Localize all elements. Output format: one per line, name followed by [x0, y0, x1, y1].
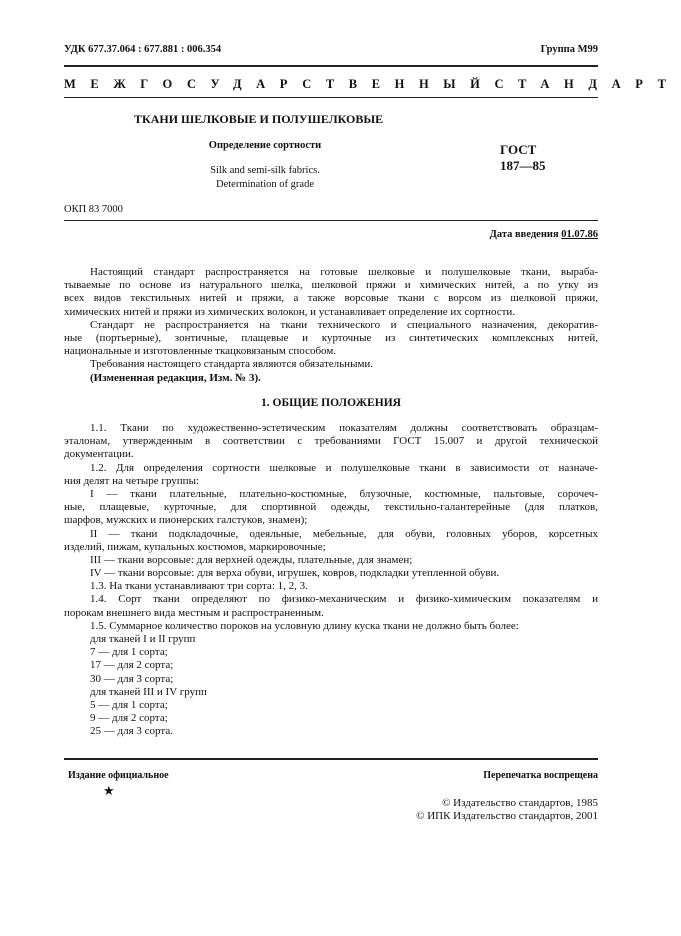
english-title: [180, 164, 350, 192]
intro-line: ные (портьерные), зонтичные, плащевые и курточные из синтетических комплексных нитей,: [64, 331, 598, 344]
okp-code: ОКП 83 7000: [64, 204, 123, 215]
official-edition: Издание официальное: [68, 770, 169, 781]
copyright-2001: © ИПК Издательство стандартов, 2001: [416, 810, 598, 822]
header-rule: [64, 65, 598, 67]
intro-block: [64, 266, 598, 385]
section-line: документации.: [64, 448, 134, 461]
section-line: 9 — для 2 сорта;: [90, 712, 168, 725]
section-1-block: [64, 422, 598, 739]
gost-number: [500, 142, 546, 174]
introduction-date: [490, 229, 598, 240]
section-line: 5 — для 1 сорта;: [90, 698, 168, 711]
section-line: IV — ткани ворсовые: для верха обуви, игрушек, ковров, подкладки утепленной обуви.: [90, 567, 500, 580]
reprint-prohibited: Перепечатка воспрещена: [483, 770, 598, 781]
section-line: I — ткани плательные, плательно-костюмные, блузочные, костюмные, пальтовые, сорочеч-: [90, 487, 598, 500]
intro-line: Настоящий стандарт распространяется на готовые шелковые и полушелковые ткани, выраба-: [90, 266, 598, 278]
section-line: 1.2. Для определения сортности шелковые и полушелковые ткани в зависимости от назначе-: [90, 461, 598, 474]
section-line: 30 — для 3 сорта;: [90, 672, 174, 685]
document-title: ТКАНИ ШЕЛКОВЫЕ И ПОЛУШЕЛКОВЫЕ: [134, 112, 384, 126]
section-line: 7 — для 1 сорта;: [90, 646, 168, 659]
okp-rule: [64, 220, 598, 221]
section-line: II — ткани подкладочные, одеяльные, мебельные, для обуви, головных уборов, корсетных: [90, 527, 598, 540]
section-line: 1.1. Ткани по художественно-эстетическим показателям должны соответствовать образцам-: [90, 422, 598, 434]
section-line: ния делят на четыре группы:: [64, 474, 200, 487]
amendment-note: (Измененная редакция, Изм. № 3).: [90, 371, 261, 384]
section-line: для тканей III и IV групп: [90, 685, 207, 698]
intro-line: Требования настоящего стандарта являются обязательными.: [90, 358, 374, 371]
section-title: 1. ОБЩИЕ ПОЛОЖЕНИЯ: [261, 397, 401, 409]
footer-rule: [64, 758, 598, 760]
intro-line: Стандарт не распространяется на ткани технического и специального назначения, декоратив-: [90, 318, 598, 331]
section-line: 1.4. Сорт ткани определяют по физико-механическим и физико-химическим показателям и: [90, 593, 598, 606]
intro-line: национальные и изготовленные ткацковязаным способом.: [64, 345, 337, 358]
standard-band: [64, 77, 681, 92]
gost-label: ГОСТ: [500, 142, 537, 157]
intro-line: тываемые по основе из натурального шелка, шелковой пряжи и химических нитей, а по утку из: [64, 279, 598, 292]
section-line: порокам внешнего вида местным и распространенным.: [64, 606, 324, 619]
section-line: 1.3. На ткани устанавливают три сорта: 1, 2, 3.: [90, 580, 308, 593]
group-code: Группа М99: [540, 44, 598, 55]
intro-line: всех видов текстильных нитей и пряжи, а также ворсовые ткани с ворсом из шелковой пряжи,: [64, 292, 598, 305]
section-line: для тканей I и II групп: [90, 633, 196, 645]
standard-word-interstate: МЕЖГОСУДАРСТВЕННЫЙ: [64, 77, 495, 91]
section-line: 1.5. Суммарное количество пороков на условную длину куска ткани не должно быть более:: [90, 619, 519, 632]
section-line: изделий, пижам, купальных костюмов, маркировочные;: [64, 540, 326, 553]
english-title-line: Silk and semi-silk fabrics.: [210, 165, 320, 176]
section-line: ные, плащевые, курточные, для спортивной одежды, текстильно-галантерейные (для платков,: [64, 501, 598, 514]
intro-line: химических нитей и пряжи из химических волокон, и устанавливает определение их сортности.: [64, 305, 516, 318]
section-line: 17 — для 2 сорта;: [90, 659, 174, 672]
standard-word-standard: СТАНДАРТ: [494, 77, 681, 91]
section-line: шарфов, мужских и пионерских галстуков, знамен);: [64, 514, 308, 527]
gost-code: 187—85: [500, 158, 546, 173]
band-rule: [64, 97, 598, 98]
introduction-date-label: Дата введения: [489, 229, 559, 240]
copyright-1985: © Издательство стандартов, 1985: [442, 797, 598, 809]
udk-code: УДК 677.37.064 : 677.881 : 006.354: [64, 44, 222, 55]
english-title-line: Determination of grade: [216, 179, 314, 190]
section-line: 25 — для 3 сорта.: [90, 725, 173, 738]
star-icon: ★: [103, 783, 115, 798]
introduction-date-value: 01.07.86: [561, 229, 598, 240]
section-line: III — ткани ворсовые: для верхней одежды, плательные, для знамен;: [90, 553, 413, 566]
section-line: эталонам, утвержденным в соответствии с требованиями ГОСТ 15.007 и другой технической: [64, 435, 598, 448]
document-subtitle: Определение сортности: [208, 140, 322, 151]
